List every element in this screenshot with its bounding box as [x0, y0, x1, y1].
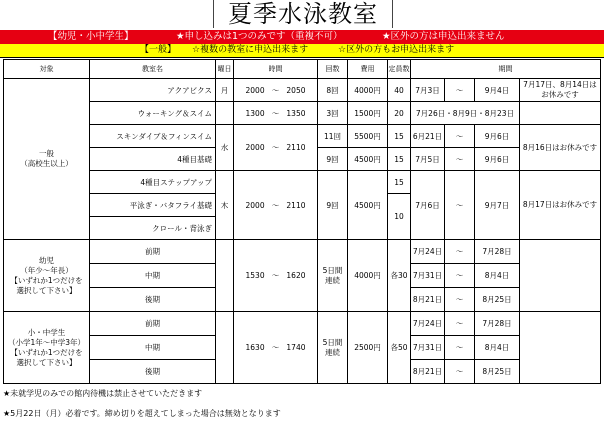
target-infant: 幼児 （年少～年長） 【いずれか1つだけを 選択して下さい】	[4, 240, 90, 312]
capacity-cell: 15	[388, 171, 411, 194]
footer-notes	[3, 384, 281, 424]
period-to: 8月25日	[475, 288, 520, 312]
child-notice-outside: ★区外の方は申込出来ません	[382, 31, 505, 42]
capacity-cell: 各30	[388, 240, 411, 312]
fee-cell: 4500円	[348, 171, 388, 240]
count-cell: 5日間 連続	[318, 312, 348, 384]
time-cell: 2000 ～ 2110	[234, 171, 318, 240]
period-to: 8月4日	[475, 336, 520, 360]
course-name: 中期	[90, 336, 216, 360]
period-from: 7月24日	[411, 240, 445, 264]
day-cell: 月	[216, 79, 234, 102]
target-school: 小・中学生 （小学1年～中学3年） 【いずれか1つだけを 選択して下さい】	[4, 312, 90, 384]
period-note	[520, 312, 601, 384]
count-cell: 11回	[318, 125, 348, 148]
day-cell: 木	[216, 171, 234, 240]
time-cell: 1630 ～ 1740	[234, 312, 318, 384]
period-to: 9月6日	[475, 125, 520, 148]
target-general-sub: （高校生以上）	[20, 159, 73, 168]
capacity-cell: 40	[388, 79, 411, 102]
header-count: 回数	[318, 60, 348, 79]
page-title: 夏季水泳教室	[213, 0, 393, 28]
fee-cell: 4000円	[348, 240, 388, 312]
count-cell: 3回	[318, 102, 348, 125]
capacity-cell: 15	[388, 125, 411, 148]
period-sep: ～	[445, 148, 475, 171]
period-sep: ～	[445, 288, 475, 312]
period-sep: ～	[445, 240, 475, 264]
header-day: 曜日	[216, 60, 234, 79]
period-sep: ～	[445, 79, 475, 102]
period-to: 8月25日	[475, 360, 520, 384]
period-note: 8月16日はお休みです	[520, 125, 601, 171]
note-deadline: ★5月22日（月）必着です。締め切りを超えてしまった場合は無効となります	[3, 409, 281, 418]
capacity-cell: 20	[388, 102, 411, 125]
period-from: 7月5日	[411, 148, 445, 171]
fee-cell: 4000円	[348, 79, 388, 102]
course-name: 後期	[90, 288, 216, 312]
period-from: 7月3日	[411, 79, 445, 102]
general-notice-label: 【一般】	[140, 45, 177, 55]
header-time: 時間	[234, 60, 318, 79]
child-notice-bar	[0, 30, 604, 44]
child-notice-label: 【幼児・小中学生】	[48, 31, 134, 42]
period-from: 7月6日	[411, 171, 445, 240]
period-from: 8月21日	[411, 288, 445, 312]
target-general-label: 一般	[39, 149, 54, 158]
course-name: スキンダイブ＆フィンスイム	[90, 125, 216, 148]
course-name: 4種目ステップアップ	[90, 171, 216, 194]
day-cell	[216, 240, 234, 312]
count-cell: 9回	[318, 148, 348, 171]
period-sep: ～	[445, 312, 475, 336]
table-row	[4, 240, 601, 264]
period-from: 7月31日	[411, 336, 445, 360]
course-name: 4種目基礎	[90, 148, 216, 171]
count-cell: 9回	[318, 171, 348, 240]
table-row	[4, 102, 601, 125]
day-cell: 水	[216, 125, 234, 171]
general-notice-multiple: ☆複数の教室に申込出来ます	[192, 45, 309, 55]
header-fee: 費用	[348, 60, 388, 79]
table-row	[4, 79, 601, 102]
header-capacity: 定員数	[388, 60, 411, 79]
period-sep: ～	[445, 360, 475, 384]
course-name: 平泳ぎ・バタフライ基礎	[90, 194, 216, 217]
period-sep: ～	[445, 125, 475, 148]
fee-cell: 1500円	[348, 102, 388, 125]
period-sep: ～	[445, 336, 475, 360]
period-note	[520, 102, 601, 125]
course-name: 後期	[90, 360, 216, 384]
course-name: 前期	[90, 312, 216, 336]
course-name: クロール・背泳ぎ	[90, 217, 216, 240]
period-to: 9月7日	[475, 171, 520, 240]
general-notice-bar	[0, 44, 604, 58]
period-to: 7月28日	[475, 240, 520, 264]
period-to: 9月6日	[475, 148, 520, 171]
schedule-table	[3, 59, 601, 384]
period-to: 9月4日	[475, 79, 520, 102]
period-from: 8月21日	[411, 360, 445, 384]
course-name: アクアビクス	[90, 79, 216, 102]
day-cell	[216, 102, 234, 125]
period-to: 8月4日	[475, 264, 520, 288]
period-sep: ～	[445, 171, 475, 240]
day-cell	[216, 312, 234, 384]
target-general	[4, 79, 90, 240]
time-cell: 1530 ～ 1620	[234, 240, 318, 312]
period-note: 7月17日、8月14日は お休みです	[520, 79, 601, 102]
fee-cell: 2500円	[348, 312, 388, 384]
time-cell: 2000 ～ 2050	[234, 79, 318, 102]
course-name: 前期	[90, 240, 216, 264]
child-notice-one-only: ★申し込みは1つのみです（重複不可）	[176, 31, 343, 42]
table-row	[4, 312, 601, 336]
course-name: ウォーキング＆スイム	[90, 102, 216, 125]
general-notice-outside: ☆区外の方もお申込出来ます	[338, 45, 455, 55]
capacity-cell: 10	[388, 194, 411, 240]
note-waiting-rule: ★未就学児のみでの館内待機は禁止させていただきます	[3, 389, 203, 398]
period-dates: 7月26日・8月9日・8月23日	[411, 102, 520, 125]
count-cell: 8回	[318, 79, 348, 102]
header-period: 期間	[411, 60, 601, 79]
count-cell: 5日間 連続	[318, 240, 348, 312]
period-sep: ～	[445, 264, 475, 288]
title-area	[0, 0, 604, 30]
period-to: 7月28日	[475, 312, 520, 336]
period-note	[520, 240, 601, 312]
period-from: 6月21日	[411, 125, 445, 148]
capacity-cell: 15	[388, 148, 411, 171]
time-cell: 2000 ～ 2110	[234, 125, 318, 171]
capacity-cell: 各50	[388, 312, 411, 384]
header-target: 対象	[4, 60, 90, 79]
header-course: 教室名	[90, 60, 216, 79]
header-row	[4, 60, 601, 79]
time-cell: 1300 ～ 1350	[234, 102, 318, 125]
fee-cell: 5500円	[348, 125, 388, 148]
fee-cell: 4500円	[348, 148, 388, 171]
period-from: 7月31日	[411, 264, 445, 288]
course-name: 中期	[90, 264, 216, 288]
table-row	[4, 171, 601, 194]
period-from: 7月24日	[411, 312, 445, 336]
period-note: 8月17日はお休みです	[520, 171, 601, 240]
table-row	[4, 125, 601, 148]
